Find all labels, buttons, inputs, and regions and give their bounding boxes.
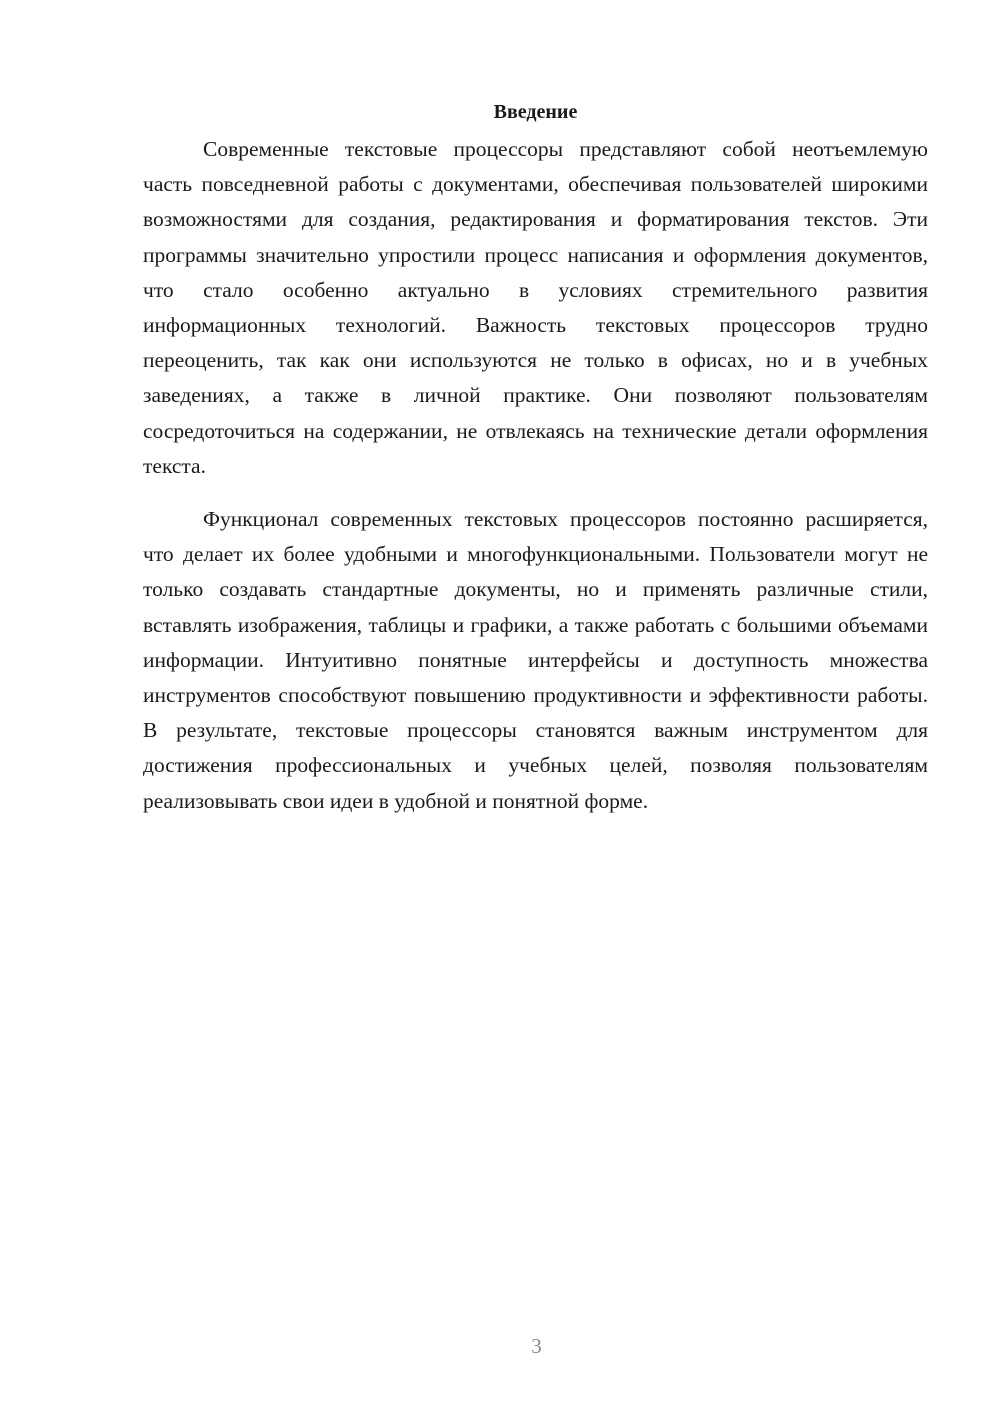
paragraph-1: Современные текстовые процессоры представляют собой неотъемлемую часть повседневной работы с документами, обеспечивая пользователей широкими возможностями для создания, редактирования и форматирования текстов. Эти программы значительно упростили процесс написания и оформления документов, что стало особенно актуально в условиях стремительного развития информационных технологий. Важность текстовых процессоров трудно переоценить, так как они используются не только в офисах, но и в учебных заведениях, а также в личной практике. Они позволяют пользователям сосредоточиться на содержании, не отвлекаясь на технические детали оформления текста. [143,137,928,478]
page-number: 3 [531,1334,542,1358]
paragraph-2: Функционал современных текстовых процессоров постоянно расширяется, что делает их более удобными и многофункциональными. Пользователи могут не только создавать стандартные документы, но и применять различные стили, вставлять изображения, таблицы и графики, а также работать с большими объемами информации. Интуитивно понятные интерфейсы и доступность множества инструментов способствуют повышению продуктивности и эффективности работы. В результате, текстовые процессоры становятся важным инструментом для достижения профессиональных и учебных целей, позволяя пользователям реализовывать свои идеи в удобной и понятной форме. [143,507,928,813]
page-content [143,92,928,819]
section-heading: Введение [493,101,578,123]
